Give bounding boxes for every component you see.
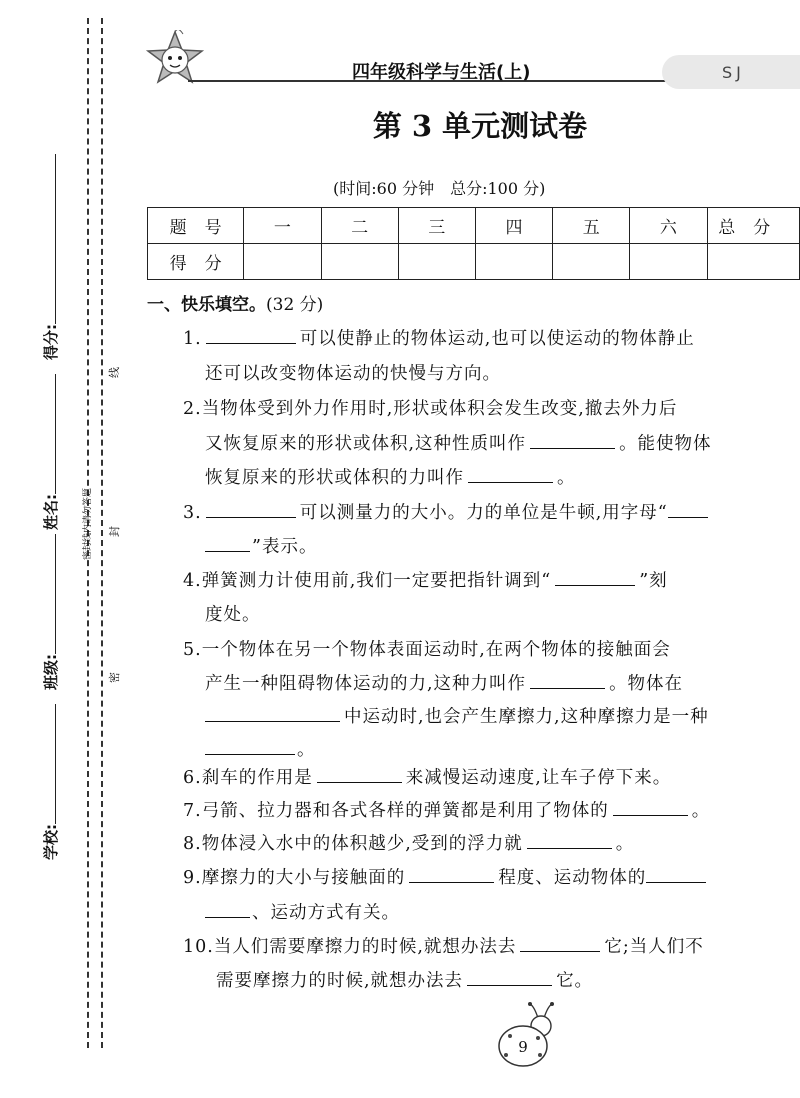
ladybug-icon [490, 1000, 570, 1075]
answer-blank[interactable] [205, 899, 250, 918]
answer-blank[interactable] [530, 670, 605, 689]
score-cell[interactable] [553, 244, 630, 280]
table-column-4: 四 [475, 208, 552, 244]
answer-blank[interactable] [467, 967, 552, 986]
question-5-line-1: 5.一个物体在另一个物体表面运动时,在两个物体的接触面会 [183, 640, 671, 660]
table-column-6: 六 [630, 208, 707, 244]
seal-mark-feng: 封 [108, 526, 121, 537]
answer-blank[interactable] [409, 864, 494, 883]
question-3-line-2: ”表示。 [205, 533, 317, 558]
answer-blank[interactable] [317, 764, 402, 783]
answer-blank[interactable] [206, 499, 296, 518]
table-header-label: 题号 [148, 208, 244, 244]
table-column-5: 五 [553, 208, 630, 244]
answer-blank[interactable] [668, 499, 708, 518]
answer-blank[interactable] [205, 703, 340, 722]
class-field: 班级: [40, 534, 61, 690]
question-10-line-1: 10.当人们需要摩擦力的时候,就想办法去 它;当人们不 [183, 933, 704, 958]
question-1-line-1: 1. 可以使静止的物体运动,也可以使运动的物体静止 [183, 325, 695, 350]
answer-blank[interactable] [530, 430, 615, 449]
school-field: 学校: [40, 704, 61, 860]
score-cell[interactable] [630, 244, 707, 280]
table-row [148, 244, 800, 280]
question-9-line-1: 9.摩擦力的大小与接触面的 程度、运动物体的 [183, 864, 706, 889]
answer-blank[interactable] [468, 464, 553, 483]
question-2-line-3: 恢复原来的形状或体积的力叫作 。 [205, 464, 576, 489]
question-7: 7.弓箭、拉力器和各式各样的弹簧都是利用了物体的 。 [183, 797, 710, 822]
header-subject: 四年级科学与生活(上) [352, 62, 531, 83]
question-2-line-1: 2.当物体受到外力作用时,形状或体积会发生改变,撤去外力后 [183, 399, 678, 419]
table-column-1: 一 [244, 208, 321, 244]
answer-blank[interactable] [555, 567, 635, 586]
score-cell[interactable] [244, 244, 321, 280]
question-5-line-4: 。 [205, 736, 316, 761]
score-cell[interactable] [398, 244, 475, 280]
seal-note: 密封线内请勿答题 [83, 487, 93, 560]
table-score-label: 得分 [148, 244, 244, 280]
score-cell[interactable] [321, 244, 398, 280]
header-tag: SJ [662, 55, 800, 89]
answer-blank[interactable] [520, 933, 600, 952]
score-cell[interactable] [475, 244, 552, 280]
binding-line-inner [101, 18, 103, 1048]
question-4-line-1: 4.弹簧测力计使用前,我们一定要把指针调到“ ”刻 [183, 567, 668, 592]
answer-blank[interactable] [205, 533, 250, 552]
question-4-line-2: 度处。 [205, 605, 261, 625]
answer-blank[interactable] [527, 830, 612, 849]
table-column-total: 总分 [707, 208, 799, 244]
question-3-line-1: 3. 可以测量力的大小。力的单位是牛顿,用字母“ [183, 499, 708, 524]
answer-blank[interactable] [206, 325, 296, 344]
question-5-line-3: 中运动时,也会产生摩擦力,这种摩擦力是一种 [205, 703, 709, 728]
question-10-line-2: 需要摩擦力的时候,就想办法去 它。 [216, 967, 593, 992]
score-field: 得分: [40, 154, 61, 360]
question-1-line-2: 还可以改变物体运动的快慢与方向。 [205, 364, 501, 384]
seal-mark-mi: 密 [108, 672, 121, 683]
time-note: (时间:60 分钟 总分:100 分) [333, 179, 546, 198]
name-field: 姓名: [40, 374, 61, 530]
page-number: 9 [518, 1038, 528, 1056]
section-heading: 一、快乐填空。(32 分) [147, 295, 324, 315]
score-cell[interactable] [707, 244, 799, 280]
seal-mark-xian: 线 [108, 367, 121, 378]
question-9-line-2: 、运动方式有关。 [205, 899, 400, 924]
page-title: 第 3 单元测试卷 [372, 109, 588, 143]
table-row [148, 208, 800, 244]
star-mascot-icon [145, 30, 205, 92]
question-2-line-2: 又恢复原来的形状或体积,这种性质叫作 。能使物体 [205, 430, 712, 455]
answer-blank[interactable] [205, 736, 295, 755]
question-6: 6.刹车的作用是 来减慢运动速度,让车子停下来。 [183, 764, 671, 789]
table-column-3: 三 [398, 208, 475, 244]
question-8: 8.物体浸入水中的体积越少,受到的浮力就 。 [183, 830, 634, 855]
question-5-line-2: 产生一种阻碍物体运动的力,这种力叫作 。物体在 [205, 670, 683, 695]
answer-blank[interactable] [646, 864, 706, 883]
answer-blank[interactable] [613, 797, 688, 816]
score-table [147, 207, 800, 280]
table-column-2: 二 [321, 208, 398, 244]
